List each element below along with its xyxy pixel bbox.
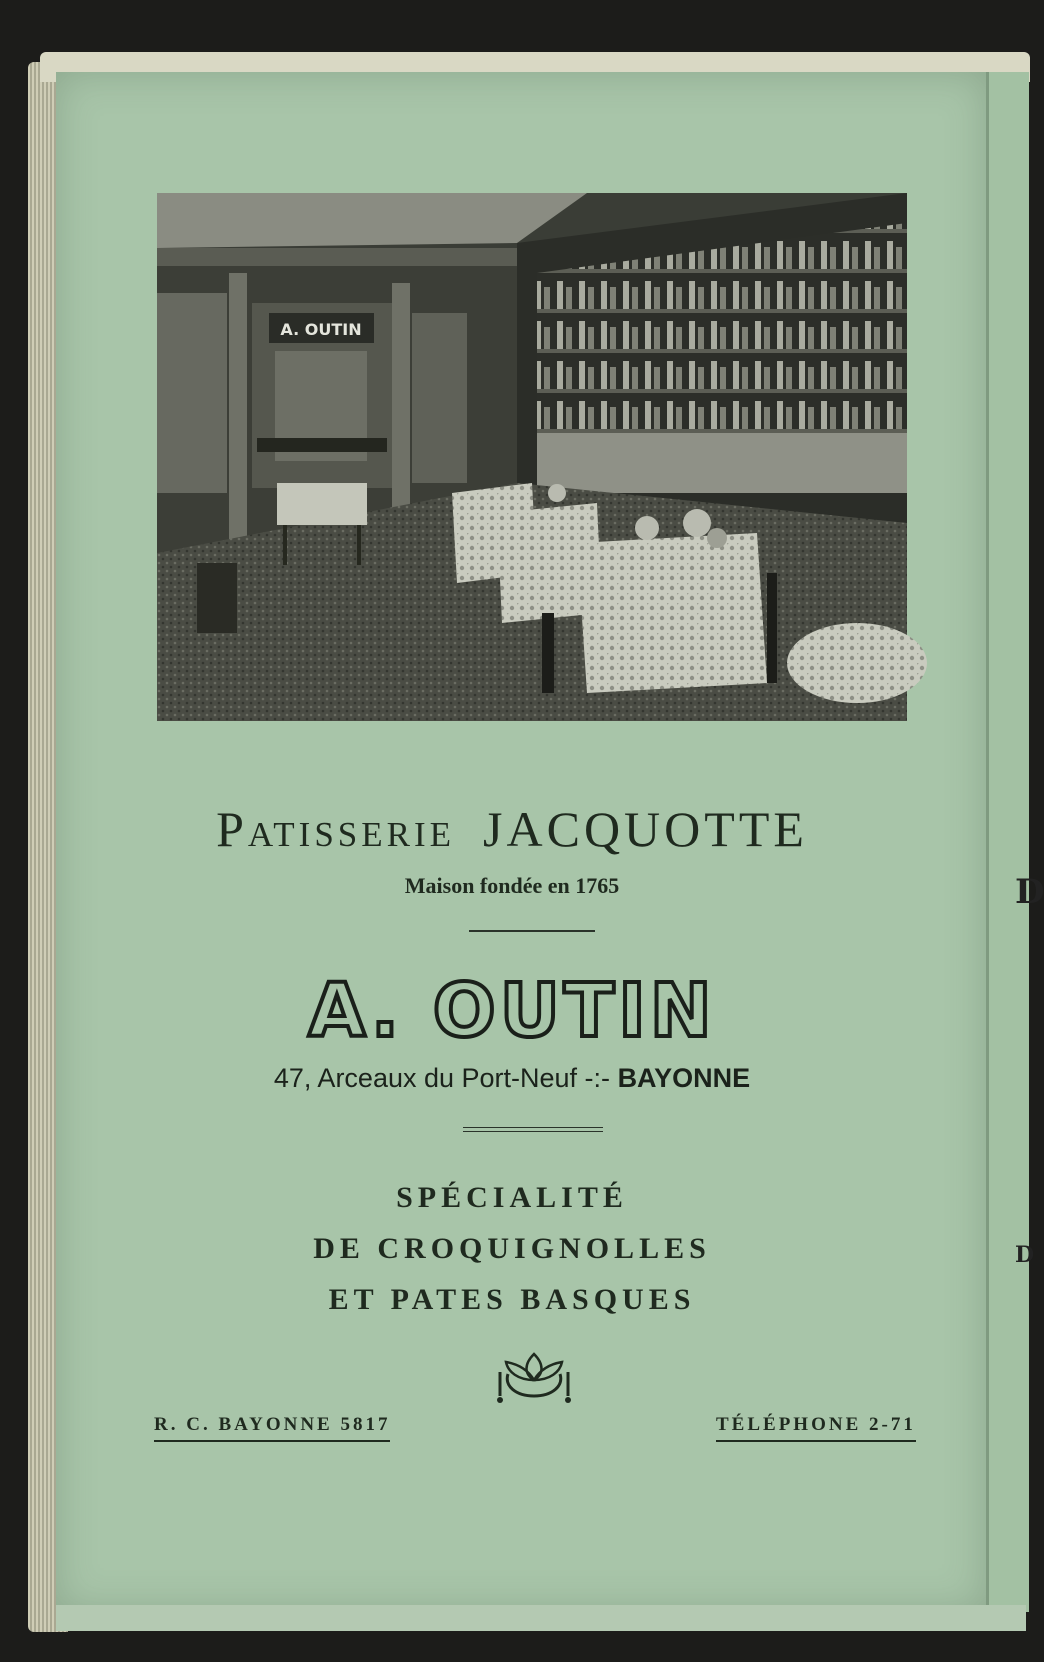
divider-rule — [469, 930, 595, 932]
founded-line: Maison fondée en 1765 — [404, 873, 620, 898]
trade-register-number: R. C. BAYONNE 5817 — [154, 1414, 390, 1442]
telephone-number: TÉLÉPHONE 2-71 — [716, 1414, 916, 1442]
address-street: 47, Arceaux du Port-Neuf -:- — [273, 1063, 611, 1093]
business-title — [0, 800, 1024, 858]
shop-interior-photo — [157, 193, 907, 721]
address-line — [0, 1063, 1024, 1094]
photo-shop-sign: A. OUTIN — [280, 320, 362, 339]
title-prefix: Patisserie — [216, 801, 456, 857]
specialty-line: ET PATES BASQUES — [328, 1283, 696, 1316]
floral-ornament-icon — [494, 1350, 574, 1406]
specialty-line: DE CROQUIGNOLLES — [313, 1232, 711, 1265]
address-city: BAYONNE — [617, 1063, 751, 1093]
right-page-letter: D — [1015, 872, 1044, 912]
proprietor-name: A. OUTIN — [308, 968, 716, 1054]
title-name: JACQUOTTE — [483, 801, 808, 857]
bottom-page-edge — [56, 1605, 1026, 1631]
divider-double-rule — [463, 1127, 603, 1132]
right-page-letter: D — [1015, 1242, 1035, 1268]
specialty-block — [0, 1172, 1024, 1325]
specialty-line: SPÉCIALITÉ — [396, 1181, 628, 1214]
